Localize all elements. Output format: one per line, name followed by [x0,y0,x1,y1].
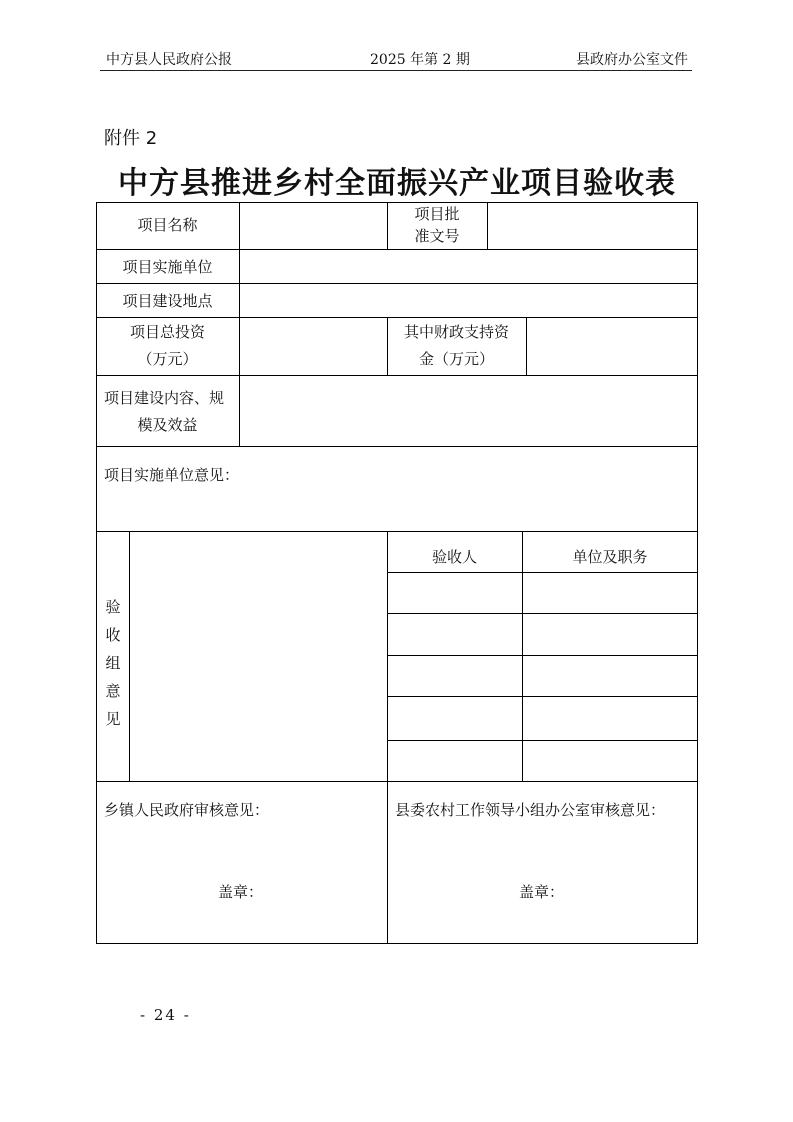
unit-opinion-label: 项目实施单位意见： [104,466,240,484]
column-divider [129,531,130,782]
column-divider [487,202,488,250]
header-category: 县政府办公室文件 [576,52,688,68]
township-seal-label: 盖章： [218,883,264,901]
county-office-review-label: 县委农村工作领导小组办公室审核意见： [395,801,666,819]
attachment-label: 附件 2 [104,128,158,149]
form-title: 中方县推进乡村全面振兴产业项目验收表 [118,166,676,201]
page-number: - 24 - [140,1006,191,1024]
implementing-unit-label: 项目实施单位 [122,258,213,276]
table-border-bottom [96,943,698,944]
approval-no-label-line2: 准文号 [414,227,460,245]
row-divider [96,531,698,532]
row-divider [96,283,698,284]
total-investment-label-line1: 项目总投资 [129,323,205,341]
column-divider [387,531,388,944]
row-divider [96,781,698,782]
header-publication: 中方县人民政府公报 [106,52,232,68]
total-investment-label-line2: （万元） [137,350,198,368]
header-issue: 2025 年第 2 期 [370,52,470,68]
acceptor-header: 验收人 [431,548,477,566]
acceptance-form-table [96,202,698,944]
row-divider [96,317,698,318]
row-divider [96,446,698,447]
construction-site-label: 项目建设地点 [122,292,213,310]
county-seal-label: 盖章： [519,883,565,901]
fiscal-support-label-line1: 其中财政支持资 [403,323,509,341]
content-label-line2: 模及效益 [137,416,198,434]
approval-no-label-line1: 项目批 [414,205,460,223]
acceptor-row-divider [387,655,698,656]
column-divider [239,202,240,446]
row-divider [96,375,698,376]
acceptor-row-divider [387,740,698,741]
position-header: 单位及职务 [572,548,648,566]
acceptor-row-divider [387,696,698,697]
column-divider [526,317,527,376]
table-border-right [697,202,698,944]
project-name-label: 项目名称 [137,216,198,234]
row-divider [96,249,698,250]
content-label-line1: 项目建设内容、规 [104,389,225,407]
acceptor-row-divider [387,613,698,614]
acceptor-row-divider [387,572,698,573]
fiscal-support-label-line2: 金（万元） [418,350,494,368]
page-header [100,46,692,71]
acceptance-group-label: 验收组意见 [105,598,121,728]
township-review-label: 乡镇人民政府审核意见： [104,801,270,819]
